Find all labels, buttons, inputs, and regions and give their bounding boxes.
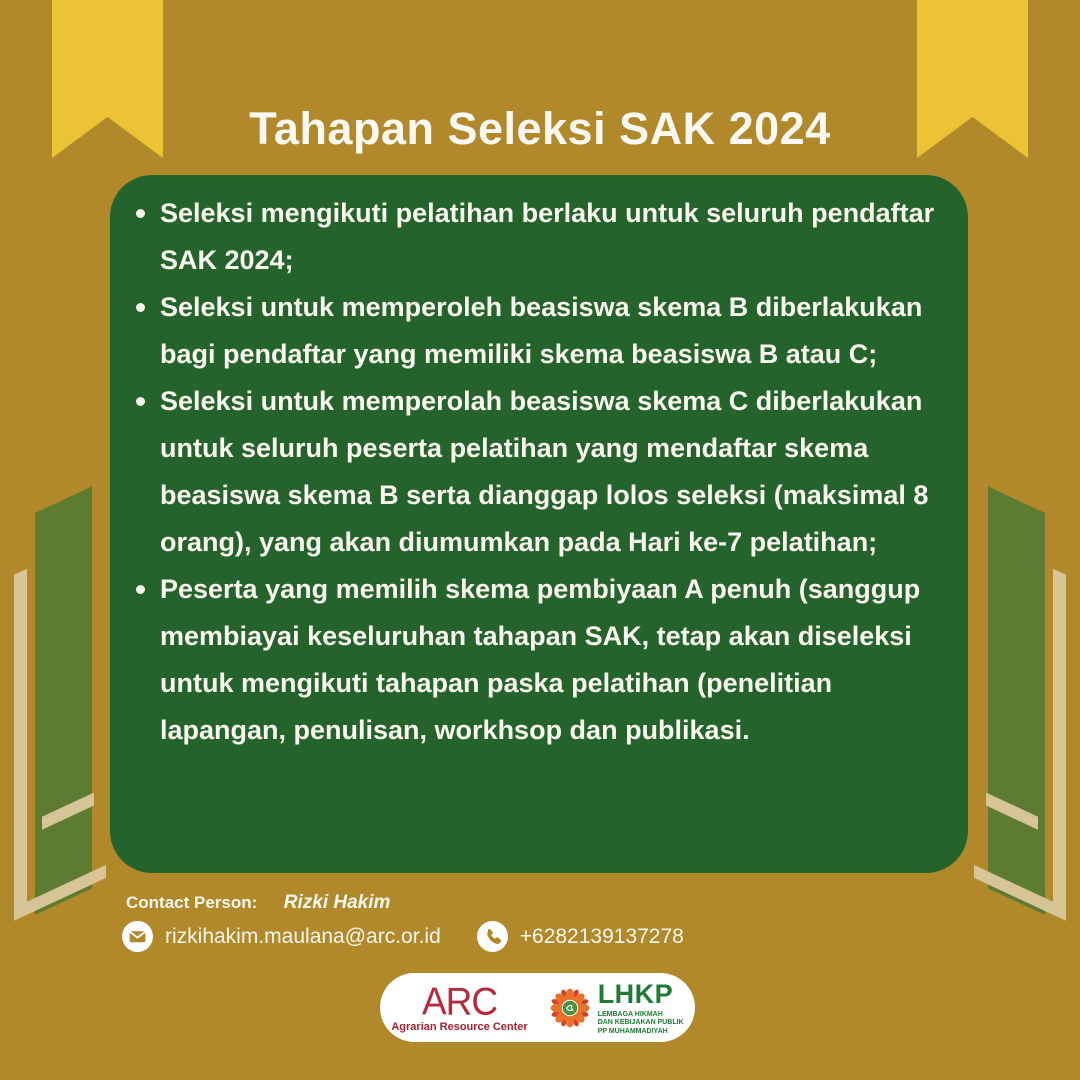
page-title: Tahapan Seleksi SAK 2024 xyxy=(249,103,831,154)
content-card xyxy=(110,175,968,873)
door-accent-bar xyxy=(986,792,1038,829)
contact-email: rizkihakim.maulana@arc.or.id xyxy=(165,924,441,948)
contact-person-name: Rizki Hakim xyxy=(283,892,391,913)
list-item: Seleksi untuk memperolah beasiswa skema C diberlakukan untuk seluruh peserta pelatihan yang mendaftar skema beasiswa skema B serta dianggap lolos seleksi (maksimal 8 orang), yang akan diumumkan pada Hari ke-7 pelatihan; xyxy=(126,378,954,566)
lhkp-org-line2: DAN KEBIJAKAN PUBLIK xyxy=(597,1019,684,1026)
list-item: Seleksi untuk memperoleh beasiswa skema B diberlakukan bagi pendaftar yang memiliki skema beasiswa B atau C; xyxy=(126,284,954,378)
lhkp-org-line1: LEMBAGA HIKMAH xyxy=(597,1010,663,1018)
door-accent-bar xyxy=(42,792,94,829)
lhkp-org-line3: PP MUHAMMADIYAH xyxy=(597,1027,668,1035)
contact-details-row xyxy=(122,921,684,952)
list-item: Seleksi mengikuti pelatihan berlaku untuk seluruh pendaftar SAK 2024; xyxy=(126,190,954,284)
door-panel xyxy=(35,486,92,915)
door-base-line xyxy=(14,865,106,921)
door-base-line xyxy=(974,865,1066,921)
door-frame-line xyxy=(1053,569,1066,920)
door-frame-line xyxy=(14,569,27,920)
footer-logo-pill xyxy=(380,973,695,1042)
contact-person-label: Contact Person: xyxy=(126,893,258,912)
lhkp-logo xyxy=(548,978,684,1035)
door-decoration-left xyxy=(0,470,120,950)
arc-logo xyxy=(391,979,528,1033)
list-item: Peserta yang memilih skema pembiyaan A penuh (sanggup membiayai keseluruhan tahapan SAK, tetap akan diseleksi untuk mengikuti tahapan paska pelatihan (penelitian lapangan, penulisan, workhsop dan publikasi. xyxy=(126,566,954,754)
door-panel xyxy=(988,486,1045,915)
phone-icon xyxy=(477,921,508,952)
flower-icon xyxy=(548,986,592,1030)
contact-phone-group xyxy=(477,921,684,952)
lhkp-acronym: LHKP xyxy=(597,978,674,1009)
door-skew-group xyxy=(0,430,120,966)
contact-phone: +6282139137278 xyxy=(519,924,684,948)
door-decoration-right xyxy=(960,470,1080,950)
arc-acronym: ARC xyxy=(421,979,498,1023)
door-skew-group xyxy=(960,430,1080,966)
contact-person-row xyxy=(126,892,390,914)
selection-stages-list xyxy=(126,190,954,754)
lhkp-text-block xyxy=(597,978,684,1035)
envelope-icon xyxy=(122,921,153,952)
arc-name: Agrarian Resource Center xyxy=(391,1020,528,1033)
